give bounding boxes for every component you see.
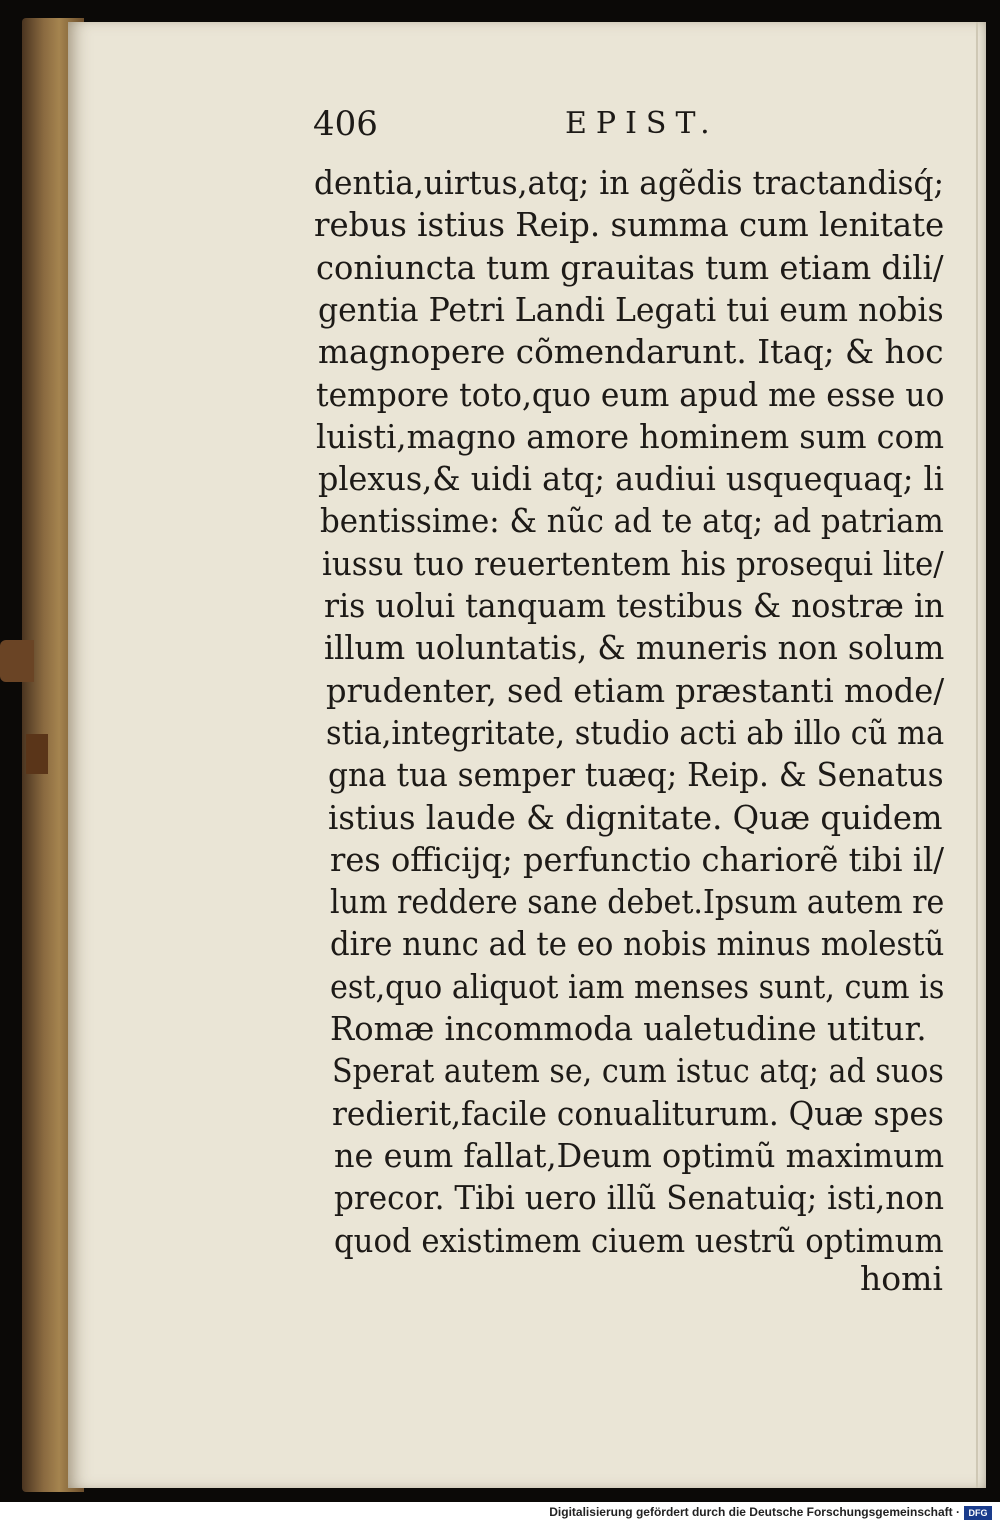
- footer-bar: [0, 1502, 1000, 1524]
- dfg-logo: DFG: [964, 1506, 992, 1520]
- text-line: ne eum fallat,Deum optimũ maximum: [334, 1135, 945, 1175]
- page-edge: [976, 22, 978, 1488]
- text-line: est,quo aliquot iam menses sunt, cum is: [330, 966, 945, 1006]
- text-line: coniuncta tum grauitas tum etiam dili/: [316, 247, 944, 287]
- text-line: prudenter, sed etiam præstanti mode/: [326, 670, 945, 710]
- text-line: lum reddere sane debet.Ipsum autem re: [330, 882, 945, 922]
- catchword: homi: [860, 1259, 943, 1298]
- binding-tab: [0, 640, 34, 682]
- page-number: 406: [313, 104, 378, 144]
- text-line: gna tua semper tuæq; Reip. & Senatus: [328, 755, 944, 795]
- text-line: redierit,facile conualiturum. Quæ spes: [332, 1093, 944, 1133]
- text-line: stia,integritate, studio acti ab illo cũ ma: [326, 712, 945, 752]
- text-line: gentia Petri Landi Legati tui eum nobis: [318, 289, 944, 329]
- text-line: tempore toto,quo eum apud me esse uo: [316, 374, 945, 414]
- binding-tab: [26, 734, 48, 774]
- text-line: luisti,magno amore hominem sum com: [316, 416, 945, 456]
- text-line: iussu tuo reuertentem his prosequi lite/: [322, 543, 944, 583]
- text-line: dentia,uirtus,atq; in agẽdis tractandisq́;: [314, 163, 945, 202]
- text-line: istius laude & dignitate. Quæ quidem: [328, 797, 943, 837]
- text-line: quod existimem ciuem uestrũ optimum: [334, 1220, 944, 1260]
- text-line: ris uolui tanquam testibus & nostræ in: [324, 586, 945, 625]
- text-line: rebus istius Reip. summa cum lenitate: [314, 205, 945, 245]
- text-line: magnopere cõmendarunt. Itaq; & hoc: [318, 332, 944, 372]
- text-line: res officijq; perfunctio chariorẽ tibi il/: [330, 839, 945, 879]
- text-line: plexus,& uidi atq; audiui usquequaq; li: [318, 459, 944, 499]
- text-line: Romæ incommoda ualetudine utitur.: [330, 1009, 927, 1048]
- text-line: illum uoluntatis, & muneris non solum: [324, 628, 945, 668]
- page-header: [313, 104, 743, 148]
- funding-credit: Digitalisierung gefördert durch die Deutsche Forschungsgemeinschaft ·: [549, 1505, 960, 1519]
- text-line: dire nunc ad te eo nobis minus molestũ: [330, 924, 945, 964]
- text-line: bentissime: & nũc ad te atq; ad patriam: [320, 501, 944, 541]
- text-line: precor. Tibi uero illũ Senatuiq; isti,non: [334, 1178, 944, 1218]
- running-head: EPIST.: [565, 106, 719, 141]
- text-line: Sperat autem se, cum istuc atq; ad suos: [332, 1051, 944, 1091]
